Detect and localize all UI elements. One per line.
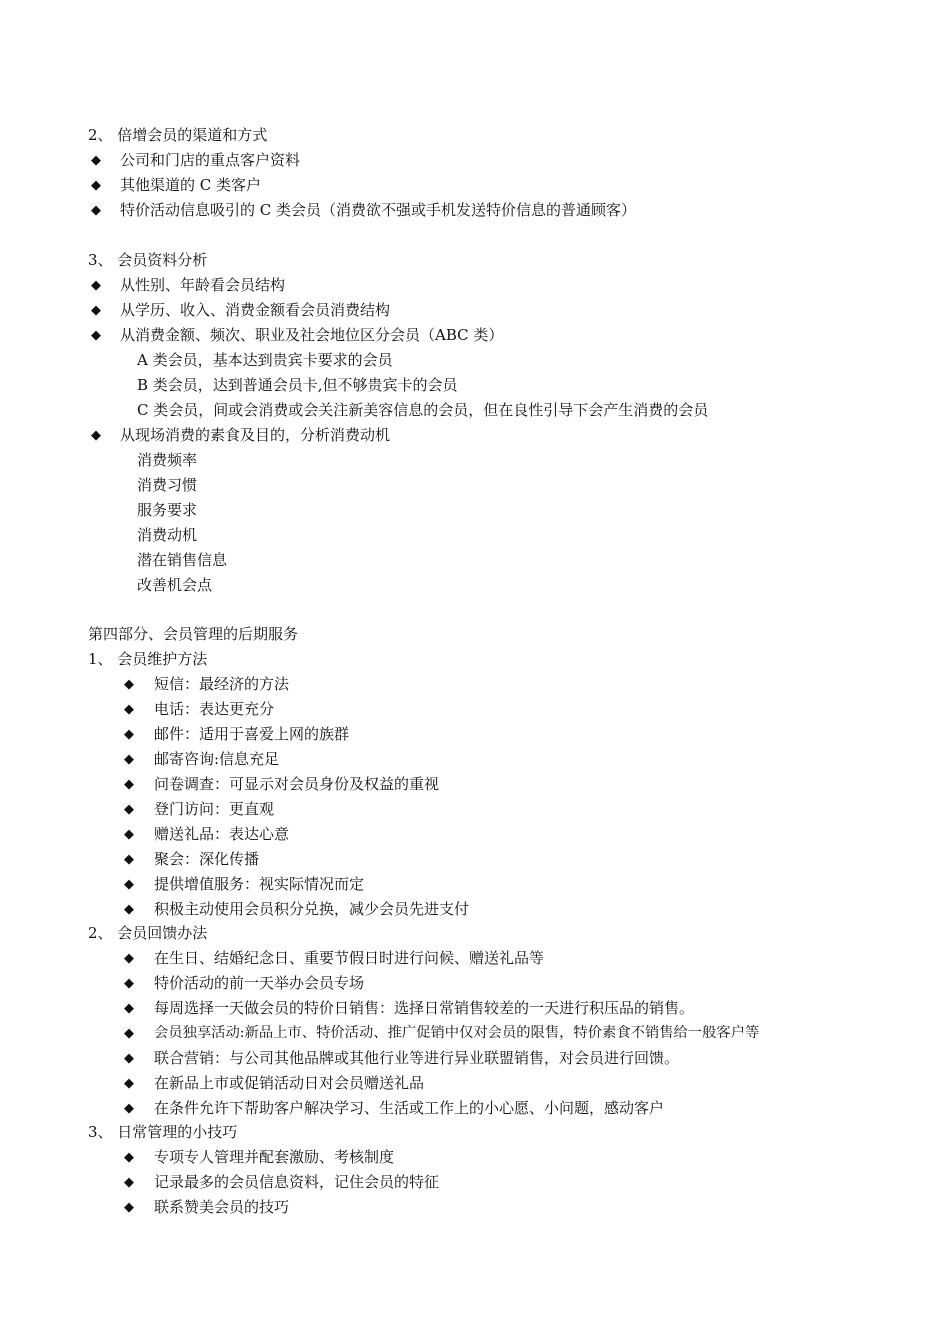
heading-text: 1、 会员维护方法 [88, 650, 208, 668]
list-item-text: 每周选择一天做会员的特价日销售：选择日常销售较差的一天进行积压品的销售。 [154, 999, 695, 1017]
diamond-bullet-icon: ◆ [124, 1175, 134, 1190]
list-item-text: 从性别、年龄看会员结构 [120, 276, 286, 294]
sub-item-text: 潜在销售信息 [137, 551, 228, 569]
list-item-text: 登门访问：更直观 [154, 800, 275, 818]
sub-item-text: A 类会员，基本达到贵宾卡要求的会员 [137, 351, 393, 369]
diamond-bullet-icon: ◆ [124, 677, 134, 692]
diamond-bullet-icon: ◆ [124, 777, 134, 792]
diamond-bullet-icon: ◆ [124, 951, 134, 966]
list-item-text: 邮寄咨询:信息充足 [154, 750, 280, 768]
diamond-bullet-icon: ◆ [124, 702, 134, 717]
list-item-text: 在新品上市或促销活动日对会员赠送礼品 [154, 1074, 425, 1092]
list-item-text: 电话：表达更充分 [154, 700, 275, 718]
diamond-bullet-icon: ◆ [124, 902, 134, 917]
heading-text: 2、 倍增会员的渠道和方式 [88, 126, 268, 144]
diamond-bullet-icon: ◆ [91, 203, 101, 218]
diamond-bullet-icon: ◆ [91, 303, 101, 318]
part-title-text: 第四部分、会员管理的后期服务 [88, 625, 299, 643]
sub-item-text: B 类会员，达到普通会员卡,但不够贵宾卡的会员 [137, 376, 458, 394]
diamond-bullet-icon: ◆ [124, 1101, 134, 1116]
diamond-bullet-icon: ◆ [91, 178, 101, 193]
diamond-bullet-icon: ◆ [124, 1200, 134, 1215]
diamond-bullet-icon: ◆ [124, 1076, 134, 1091]
diamond-bullet-icon: ◆ [124, 752, 134, 767]
list-item-text: 在生日、结婚纪念日、重要节假日时进行问候、赠送礼品等 [154, 949, 545, 967]
list-item-text: 积极主动使用会员积分兑换，减少会员先进支付 [154, 900, 470, 918]
list-item-text: 聚会：深化传播 [154, 850, 260, 868]
diamond-bullet-icon: ◆ [124, 976, 134, 991]
list-item-text: 公司和门店的重点客户资料 [120, 151, 301, 169]
list-item-text: 提供增值服务：视实际情况而定 [154, 875, 365, 893]
list-item-text: 问卷调查：可显示对会员身份及权益的重视 [154, 775, 440, 793]
diamond-bullet-icon: ◆ [91, 278, 101, 293]
diamond-bullet-icon: ◆ [124, 827, 134, 842]
list-item-text: 专项专人管理并配套激励、考核制度 [154, 1148, 395, 1166]
list-item-text: 特价活动信息吸引的 C 类会员（消费欲不强或手机发送特价信息的普通顾客） [120, 201, 637, 219]
list-item-text: 从消费金额、频次、职业及社会地位区分会员（ABC 类） [120, 326, 504, 344]
diamond-bullet-icon: ◆ [91, 428, 101, 443]
diamond-bullet-icon: ◆ [124, 1051, 134, 1066]
heading-text: 3、 日常管理的小技巧 [88, 1123, 238, 1141]
list-item-text: 联系赞美会员的技巧 [154, 1198, 290, 1216]
list-item-text: 其他渠道的 C 类客户 [120, 176, 262, 194]
sub-item-text: 服务要求 [137, 501, 198, 519]
diamond-bullet-icon: ◆ [124, 1001, 134, 1016]
list-item-text: 赠送礼品：表达心意 [154, 825, 290, 843]
diamond-bullet-icon: ◆ [124, 1150, 134, 1165]
list-item-text: 记录最多的会员信息资料，记住会员的特征 [154, 1173, 440, 1191]
list-item-text: 邮件：适用于喜爱上网的族群 [154, 725, 350, 743]
list-item-text: 短信：最经济的方法 [154, 675, 290, 693]
diamond-bullet-icon: ◆ [124, 802, 134, 817]
list-item-text: 从学历、收入、消费金额看会员消费结构 [120, 301, 391, 319]
diamond-bullet-icon: ◆ [124, 852, 134, 867]
heading-text: 3、 会员资料分析 [88, 251, 208, 269]
diamond-bullet-icon: ◆ [124, 1026, 134, 1041]
diamond-bullet-icon: ◆ [124, 877, 134, 892]
diamond-bullet-icon: ◆ [91, 153, 101, 168]
sub-item-text: 消费频率 [137, 451, 198, 469]
list-item-text: 在条件允许下帮助客户解决学习、生活或工作上的小心愿、小问题，感动客户 [154, 1099, 665, 1117]
list-item-text: 会员独享活动:新品上市、特价活动、推广促销中仅对会员的限售，特价素食不销售给一般客户等 [154, 1025, 760, 1041]
sub-item-text: 消费习惯 [137, 476, 198, 494]
list-item-text: 从现场消费的素食及目的，分析消费动机 [120, 426, 391, 444]
heading-text: 2、 会员回馈办法 [88, 924, 208, 942]
list-item-text: 联合营销：与公司其他品牌或其他行业等进行异业联盟销售，对会员进行回馈。 [154, 1049, 680, 1067]
sub-item-text: C 类会员，间或会消费或会关注新美容信息的会员，但在良性引导下会产生消费的会员 [137, 401, 709, 419]
list-item-text: 特价活动的前一天举办会员专场 [154, 974, 365, 992]
diamond-bullet-icon: ◆ [124, 727, 134, 742]
sub-item-text: 消费动机 [137, 526, 198, 544]
diamond-bullet-icon: ◆ [91, 328, 101, 343]
sub-item-text: 改善机会点 [137, 576, 213, 594]
